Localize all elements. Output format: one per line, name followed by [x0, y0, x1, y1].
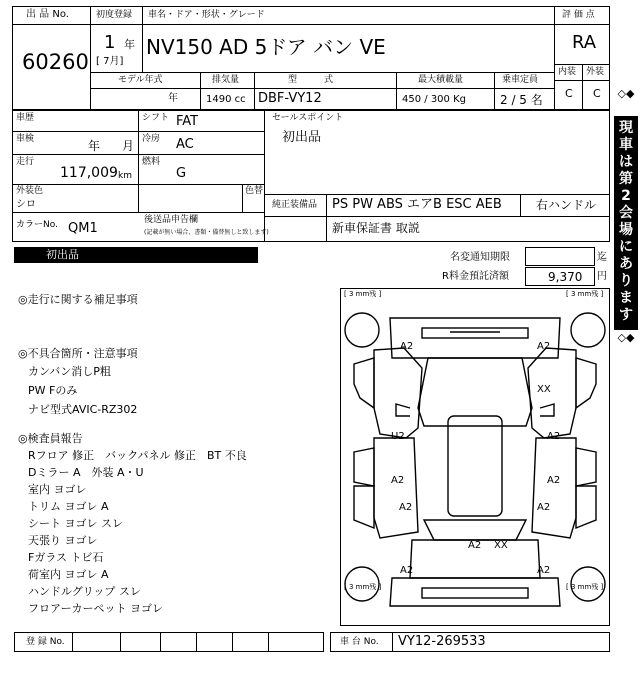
first-listing-badge	[14, 247, 258, 263]
fuel-label: 燃料	[142, 157, 161, 167]
interior-grade: C	[565, 87, 573, 100]
score-value: RA	[572, 32, 597, 53]
defect-item: ナビ型式AVIC-RZ302	[28, 403, 138, 416]
sales-point-value: 初出品	[282, 130, 322, 145]
equipment-value: PS PW ABS エアB ESC AEB	[332, 197, 502, 212]
aircon-label: 冷房	[142, 134, 161, 144]
color-no-value: QM1	[68, 221, 98, 236]
tread-top-right: [ 3 mm残 ]	[566, 290, 604, 298]
banner-top-symbol: ◇◆	[617, 87, 635, 100]
mark-hood-a2: A2	[468, 540, 482, 551]
banner-char: り	[619, 273, 633, 289]
displacement-value: 1490 cc	[206, 94, 246, 105]
first-listing-text: 初出品	[46, 248, 79, 261]
tread-top-left: [ 3 mm残 ]	[344, 290, 382, 298]
inspector-list	[28, 447, 247, 617]
defects-list	[28, 362, 137, 419]
capacity-label: 乗車定員	[502, 75, 539, 85]
model-year-label: モデル年式	[118, 75, 163, 85]
wheel-top-left	[345, 313, 379, 347]
inspector-item: 荷室内 ヨゴレ A	[28, 568, 109, 581]
name-change-box	[525, 247, 595, 266]
interior-label: 内装	[558, 67, 577, 77]
shift-value: FAT	[176, 114, 199, 129]
type-label: 型 式	[288, 75, 334, 85]
inspector-item: シート ヨゴレ スレ	[28, 517, 123, 530]
banner-char: ま	[619, 290, 633, 306]
reg-no-label: 登 録 No.	[26, 637, 65, 647]
recycle-value: 9,370	[548, 270, 583, 284]
model-year-unit: 年	[168, 93, 178, 104]
fuel-value: G	[176, 166, 187, 181]
color-no-label: カラーNo.	[16, 220, 58, 230]
inspection-month-unit: 月	[122, 139, 135, 153]
banner-char: は	[619, 154, 633, 170]
banner-bottom-symbol: ◇◆	[617, 331, 635, 344]
inspection-label: 車検	[16, 134, 35, 144]
mark-right-side: XX	[537, 384, 551, 395]
mark-left-a2-mid: A2	[391, 475, 405, 486]
mark-right-a2-low: A2	[537, 502, 551, 513]
aftermarket-label: 後送品申告欄	[144, 215, 199, 225]
recycle-label: R料金預託済額	[442, 271, 509, 282]
banner-char: あ	[619, 256, 633, 272]
car-name: NV150 AD 5ドア バン VE	[146, 35, 386, 59]
mark-left-u2: U2	[391, 431, 405, 442]
load-value: 450 / 300 Kg	[402, 94, 466, 105]
supplementary-title: ◎走行に関する補足事項	[18, 293, 138, 306]
inspector-item: フロアーカーペット ヨゴレ	[28, 602, 163, 615]
wheel-top-right	[571, 313, 605, 347]
defects-title: ◎不具合箇所・注意事項	[18, 347, 138, 360]
banner-char: 会	[619, 205, 633, 221]
first-reg-label: 初度登録	[96, 10, 133, 20]
tread-bottom-right: [ 3 mm残 ]	[566, 583, 604, 591]
steering-value: 右ハンドル	[536, 198, 597, 212]
inspector-item: トリム ヨゴレ A	[28, 500, 109, 513]
mileage-label: 走行	[16, 157, 35, 167]
banner-char: 場	[619, 222, 633, 238]
shift-label: シフト	[142, 113, 170, 123]
mark-left-a2-low: A2	[399, 502, 413, 513]
warranty-value: 新車保証書 取説	[332, 221, 420, 235]
inspector-item: Fガラス トビ石	[28, 551, 104, 564]
first-reg-year-unit: 年	[124, 38, 135, 51]
history-label: 車歴	[16, 113, 35, 123]
repaint-label: 色替	[245, 186, 264, 196]
mark-front-right: A2	[537, 565, 551, 576]
tread-bottom-left: [ 3 mm残 ]	[344, 583, 382, 591]
mileage-value: 117,009	[60, 165, 118, 181]
banner-char: に	[619, 239, 633, 255]
defect-item: PW Fのみ	[28, 384, 78, 397]
mark-front-left: A2	[400, 565, 414, 576]
name-change-unit: 迄	[597, 252, 607, 263]
inspector-item: 天張り ヨゴレ	[28, 534, 98, 547]
equipment-label: 純正装備品	[272, 200, 318, 210]
inspector-item: ハンドルグリップ スレ	[28, 585, 141, 598]
score-label: 評 価 点	[562, 10, 595, 20]
displacement-label: 排気量	[212, 75, 240, 85]
banner-char: 現	[619, 120, 633, 136]
capacity-value: 2 / 5 名	[500, 93, 543, 107]
aftermarket-note: (記載が無い場合、書類・備替無しと致します)	[144, 229, 269, 236]
inspector-item: Dミラー A 外装 A・U	[28, 466, 144, 479]
side-banner-text	[614, 120, 638, 324]
mark-right-a2-upper: A2	[547, 431, 561, 442]
ext-color-label: 外装色	[16, 186, 44, 196]
lot-label: 出 品 No.	[26, 9, 69, 20]
inspector-item: 室内 ヨゴレ	[28, 483, 87, 496]
recycle-unit: 円	[597, 271, 607, 282]
load-label: 最大積載量	[418, 75, 464, 85]
mark-right-a2-mid: A2	[547, 475, 561, 486]
banner-char: す	[619, 307, 633, 323]
exterior-label: 外装	[586, 67, 605, 77]
banner-char: 2	[621, 188, 631, 204]
chassis-label: 車 台 No.	[340, 637, 379, 647]
lot-number: 60260	[22, 50, 89, 74]
defect-item: カンバン消しP粗	[28, 365, 111, 378]
sales-point-label: セールスポイント	[272, 113, 344, 123]
type-value: DBF-VY12	[258, 91, 322, 106]
first-reg-year: 1	[104, 32, 116, 53]
exterior-grade: C	[593, 87, 601, 100]
ext-color-value: シロ	[16, 199, 36, 210]
mark-hood-xx: XX	[494, 540, 508, 551]
inspector-item: Rフロア 修正 バックパネル 修正 BT 不良	[28, 449, 247, 462]
car-name-label: 車名・ドア・形状・グレード	[148, 10, 265, 20]
mark-rear-left: A2	[400, 341, 414, 352]
banner-char: 第	[619, 171, 633, 187]
mileage-unit: km	[118, 171, 132, 181]
first-reg-month: [ 7月]	[96, 56, 124, 67]
car-outline	[340, 288, 610, 626]
chassis-value: VY12-269533	[398, 634, 486, 649]
name-change-label: 名変通知期限	[450, 252, 510, 263]
aircon-value: AC	[176, 137, 194, 152]
inspector-title: ◎検査員報告	[18, 432, 83, 445]
banner-char: 車	[619, 137, 633, 153]
mark-rear-right: A2	[537, 341, 551, 352]
inspection-year-unit: 年	[88, 139, 101, 153]
